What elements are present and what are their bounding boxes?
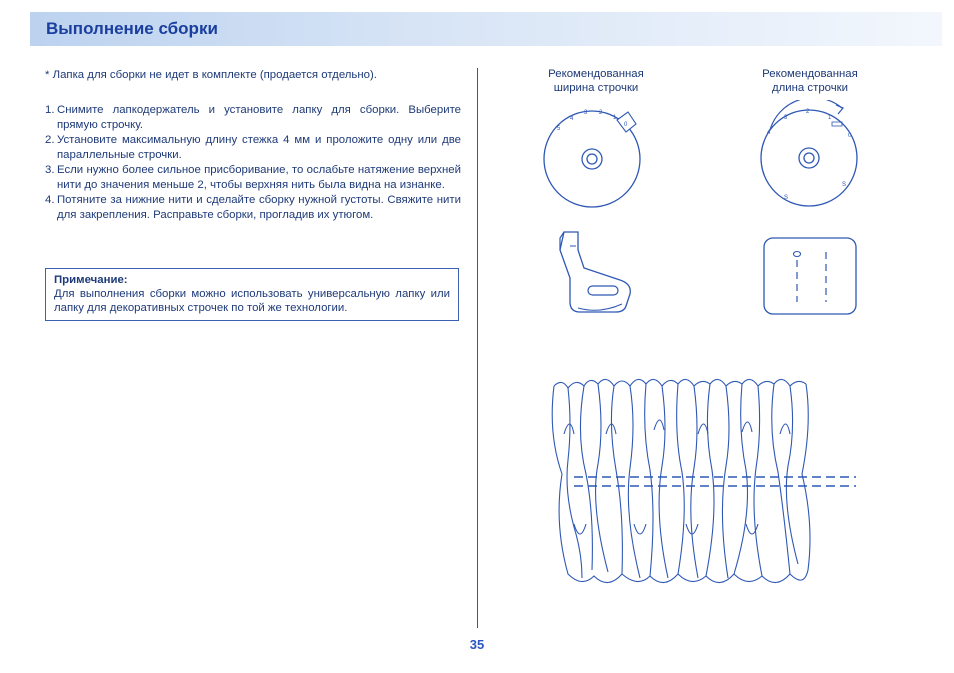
- length-tick-1: 1: [828, 115, 832, 121]
- stitch-display-icon: [762, 236, 858, 316]
- step-item: [45, 133, 461, 163]
- footnote: * Лапка для сборки не идет в комплекте (продается отдельно).: [45, 69, 377, 81]
- page-number: 35: [469, 637, 485, 652]
- width-tick-5: 5: [557, 126, 561, 132]
- note-box: [45, 268, 459, 321]
- gathered-fabric-illustration: [546, 374, 862, 594]
- step-number: 4.: [45, 194, 55, 206]
- step-number: 3.: [45, 164, 55, 176]
- step-item: [45, 193, 461, 223]
- length-mark-s-right: S: [842, 182, 847, 188]
- step-number: 1.: [45, 104, 55, 116]
- length-caption: Рекомендованная длина строчки: [762, 68, 858, 94]
- step-item: [45, 163, 461, 193]
- page-title: Выполнение сборки: [46, 19, 218, 38]
- length-tick-0: 0: [848, 133, 852, 139]
- width-tick-4: 4: [570, 116, 574, 122]
- stitch-length-dial-icon: [754, 100, 864, 218]
- step-text: Снимите лапкодержатель и установите лапку для сборки. Выберите прямую строчку.: [57, 104, 461, 131]
- step-item: [45, 103, 461, 133]
- instructions-column: [45, 68, 461, 223]
- note-title: Примечание:: [54, 274, 128, 286]
- width-caption: Рекомендованная ширина строчки: [548, 68, 644, 94]
- width-tick-3: 3: [584, 110, 588, 116]
- note-text: Для выполнения сборки можно использовать универсальную лапку или лапку для декоративных строчек по той же технологии.: [54, 288, 450, 314]
- steps-list: [45, 103, 461, 223]
- stitch-width-dial-icon: [538, 100, 648, 218]
- length-tick-4: 4: [767, 130, 771, 136]
- length-mark-s-left: S: [784, 195, 789, 201]
- step-text: Если нужно более сильное присборивание, то ослабьте натяжение верхней нити до значения меньше 2, чтобы верхняя нить была видна на изнанке.: [57, 164, 461, 191]
- length-tick-3: 3: [784, 115, 788, 121]
- presser-foot-icon: [550, 228, 640, 318]
- length-tick-2: 2: [806, 109, 810, 115]
- step-number: 2.: [45, 134, 55, 146]
- step-text: Потяните за нижние нити и сделайте сборку нужной густоты. Свяжите нити для закрепления. Расправьте сборки, прогладив их утюгом.: [57, 194, 461, 221]
- step-text: Установите максимальную длину стежка 4 мм и проложите одну или две параллельные строчки.: [57, 134, 461, 161]
- width-tick-1: 1: [613, 115, 617, 121]
- width-tick-0: 0: [624, 122, 628, 128]
- width-tick-2: 2: [599, 110, 603, 116]
- column-divider: [477, 68, 478, 628]
- section-header: [30, 12, 942, 46]
